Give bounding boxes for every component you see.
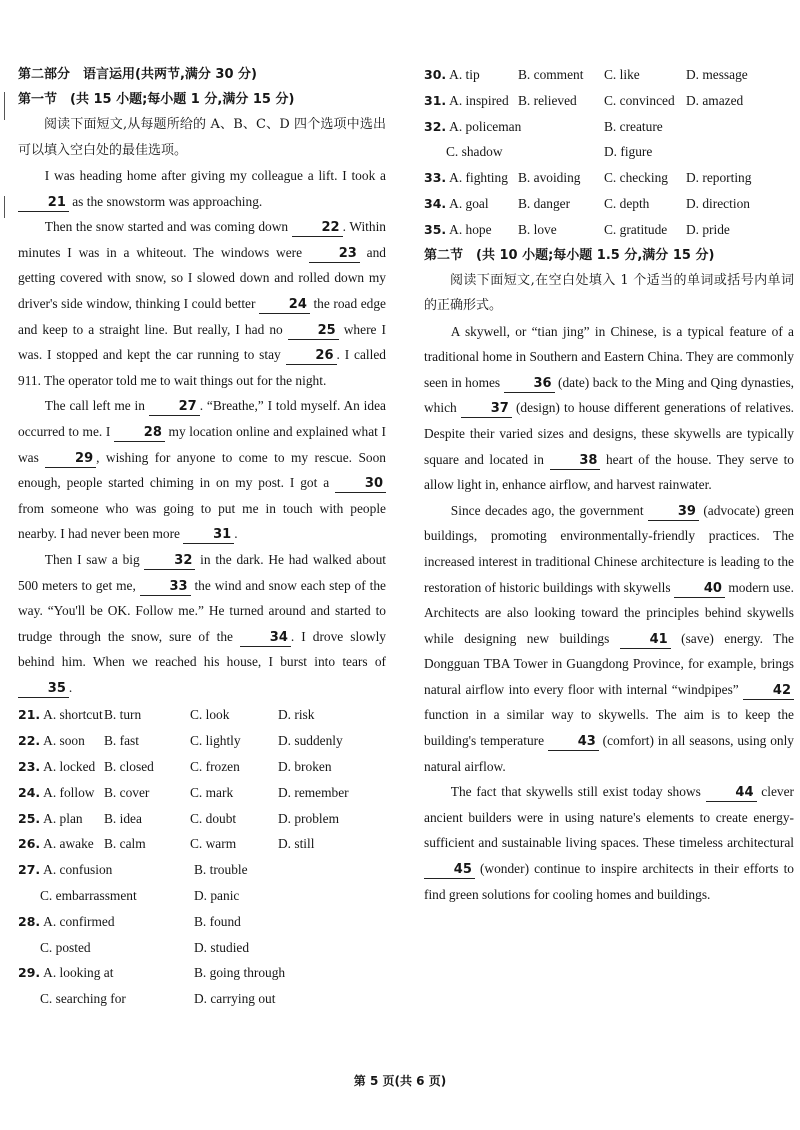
option-a[interactable]: A. soon — [43, 733, 85, 749]
question-number: 22. — [18, 733, 41, 749]
option-c[interactable]: C. convinced — [604, 92, 675, 108]
option-a[interactable]: A. confusion — [43, 862, 113, 878]
question-number: 30. — [424, 67, 447, 82]
blank-37[interactable]: 37 — [461, 401, 512, 418]
option-c[interactable]: C. checking — [604, 170, 668, 186]
text-segment: (design) to house different generations of relatives. Despite their varied sizes and designs, these skywells are typically square and located in — [424, 400, 794, 467]
option-c[interactable]: C. shadow — [446, 144, 503, 160]
option-a[interactable]: A. goal — [449, 195, 489, 211]
question-number: 33. — [424, 170, 447, 186]
option-b[interactable]: B. creature — [604, 118, 663, 134]
option-d[interactable]: D. message — [686, 67, 748, 82]
question-number: 28. — [18, 913, 41, 929]
option-c[interactable]: C. searching for — [40, 991, 126, 1007]
option-a[interactable]: A. tip — [449, 67, 480, 82]
text-segment: (advocate) green buildings, promoting environmentally-friendly practices. The increased interest in traditional Chinese architecture is leading to the restoration of historic buildings with skywells — [424, 502, 794, 595]
question-number: 27. — [18, 862, 41, 878]
text-segment: (wonder) continue to inspire architects in their efforts to find green solutions for cooling homes and buildings. — [424, 861, 794, 902]
option-d[interactable]: D. studied — [194, 939, 250, 955]
page-number: 第 5 页(共 6 页) — [353, 1074, 447, 1088]
text-segment: the wind and snow each step of the way. “You'll be OK. Follow me.” He turned around and started to trudge through the snow, sure of the — [18, 577, 387, 644]
option-c[interactable]: C. frozen — [190, 759, 240, 775]
question-number: 31. — [424, 92, 447, 108]
text-segment: . Within minutes I was in a whiteout. The windows were — [18, 219, 386, 260]
section2-title: 第二节 (共 10 小题;每小题 1.5 分,满分 15 分) — [424, 247, 715, 263]
option-row-22 — [18, 728, 386, 754]
option-row-23 — [18, 754, 386, 780]
question-number: 25. — [18, 810, 41, 826]
section1-title: 第一节 (共 15 小题;每小题 1 分,满分 15 分) — [18, 92, 295, 107]
option-a[interactable]: A. policeman — [449, 118, 522, 134]
text-segment: . “Breathe,” I told myself. An idea occurred to me. I — [18, 398, 386, 439]
option-d[interactable]: D. suddenly — [278, 733, 343, 749]
blank-31[interactable]: 31 — [183, 527, 234, 544]
option-d[interactable]: D. risk — [278, 707, 315, 723]
option-d[interactable]: D. remember — [278, 784, 349, 800]
text-segment: . I drove slowly behind him. When we reached his house, I burst into tears of — [18, 628, 386, 670]
option-b[interactable]: B. comment — [518, 67, 584, 82]
option-b[interactable]: B. fast — [104, 733, 139, 749]
option-a[interactable]: A. follow — [43, 784, 95, 800]
option-row-35 — [424, 217, 794, 243]
option-d[interactable]: D. amazed — [686, 92, 744, 108]
blank-39[interactable]: 39 — [648, 504, 699, 521]
cloze-paragraph-1 — [18, 163, 386, 214]
cloze-paragraph-3 — [18, 393, 386, 547]
blank-23[interactable]: 23 — [309, 246, 360, 263]
option-row-24 — [18, 780, 386, 806]
blank-32[interactable]: 32 — [144, 553, 195, 570]
blank-41[interactable]: 41 — [620, 632, 671, 649]
right-column — [424, 62, 794, 907]
grammar-paragraph-1 — [424, 319, 794, 498]
options-list-left-two-row — [18, 857, 386, 1012]
blank-30[interactable]: 30 — [335, 476, 386, 493]
blank-24[interactable]: 24 — [259, 297, 310, 314]
option-row-26 — [18, 831, 386, 857]
options-list-right — [424, 62, 794, 114]
text-segment: Since decades ago, the government — [450, 502, 649, 518]
section2-instructions: 阅读下面短文,在空白处填入 1 个适当的单词或括号内单词的正确形式。 — [424, 272, 794, 314]
question-number: 35. — [424, 221, 447, 237]
option-c[interactable]: C. posted — [40, 939, 91, 955]
blank-44[interactable]: 44 — [706, 785, 757, 802]
blank-42[interactable]: 42 — [743, 683, 794, 700]
option-b[interactable]: B. trouble — [194, 862, 248, 878]
text-segment: (save) energy. The Dongguan TBA Tower in Guangdong Province, for example, brings natural airflow into every floor with internal “windpipes” — [424, 630, 795, 697]
text-segment: modern use. Architects are also looking toward the principles behind skywells while designing new buildings — [424, 579, 794, 646]
option-a[interactable]: A. awake — [43, 836, 94, 852]
text-segment: The call left me in — [44, 398, 149, 414]
option-c[interactable]: C. like — [604, 67, 640, 82]
option-a[interactable]: A. hope — [449, 221, 492, 237]
option-b[interactable]: B. found — [194, 913, 241, 929]
option-c[interactable]: C. doubt — [190, 810, 237, 826]
blank-22[interactable]: 22 — [292, 220, 343, 237]
text-segment: . — [68, 679, 73, 695]
question-number: 29. — [18, 965, 41, 981]
left-column — [18, 62, 386, 1012]
question-number: 21. — [18, 707, 41, 723]
option-row-25 — [18, 806, 386, 832]
option-row-33 — [424, 165, 794, 191]
option-row-21 — [18, 702, 386, 728]
text-segment: (comfort) in all seasons, using only natural airflow. — [424, 733, 794, 774]
option-a[interactable]: A. locked — [43, 759, 96, 775]
option-d[interactable]: D. broken — [278, 759, 332, 775]
blank-40[interactable]: 40 — [674, 581, 725, 598]
option-d[interactable]: D. direction — [686, 195, 750, 211]
option-a[interactable]: A. fighting — [449, 170, 508, 186]
grammar-paragraph-3 — [424, 779, 794, 907]
option-a[interactable]: A. looking at — [43, 965, 114, 981]
cloze-paragraph-2 — [18, 214, 386, 393]
question-number: 24. — [18, 784, 41, 800]
option-c[interactable]: C. depth — [604, 195, 650, 211]
part-title: 第二部分 语言运用(共两节,满分 30 分) — [18, 67, 257, 82]
blank-21[interactable]: 21 — [18, 195, 69, 212]
option-b[interactable]: B. avoiding — [518, 170, 581, 186]
question-number: 34. — [424, 195, 447, 211]
text-segment: The fact that skywells still exist today shows — [450, 784, 706, 800]
text-segment: , wishing for anyone to come to my rescue. Soon enough, people started chiming in on my post. I got a — [18, 449, 386, 491]
text-segment: . — [234, 526, 238, 542]
option-b[interactable]: B. danger — [518, 195, 571, 211]
question-number: 23. — [18, 759, 41, 775]
text-segment: in the dark. He had walked about 500 meters to get me, — [18, 551, 387, 593]
text-segment: my location online and explained what I was — [18, 423, 386, 465]
cloze-paragraph-4 — [18, 547, 386, 701]
option-a[interactable]: A. shortcut — [43, 707, 103, 723]
grammar-paragraph-2 — [424, 498, 794, 780]
blank-38[interactable]: 38 — [550, 453, 601, 470]
option-d[interactable]: D. figure — [604, 144, 653, 160]
section1-instructions: 阅读下面短文,从每题所给的 A、B、C、D 四个选项中选出可以填入空白处的最佳选项。 — [18, 117, 386, 158]
blank-33[interactable]: 33 — [140, 579, 191, 596]
text-segment: A skywell, or “tian jing” in Chinese, is a typical feature of a traditional home in Southern and Eastern China. They are commonly seen in homes — [424, 323, 794, 390]
option-c[interactable]: C. gratitude — [604, 221, 668, 237]
text-segment: I was heading home after giving my colleague a lift. I took a — [44, 168, 386, 183]
option-group-29 — [18, 960, 386, 1012]
text-segment: Then I saw a big — [44, 551, 145, 567]
text-segment: . I called 911. The operator told me to wait things out for the night. — [18, 347, 387, 388]
option-d[interactable]: D. carrying out — [194, 991, 276, 1007]
blank-29[interactable]: 29 — [45, 451, 96, 468]
option-c[interactable]: C. warm — [190, 836, 237, 852]
blank-36[interactable]: 36 — [504, 376, 555, 393]
option-c[interactable]: C. lightly — [190, 733, 241, 749]
text-segment: the road edge and keep to a straight line. But really, I had no — [18, 295, 386, 337]
option-a[interactable]: A. confirmed — [43, 913, 115, 929]
option-b[interactable]: B. going through — [194, 965, 286, 981]
question-number: 32. — [424, 118, 447, 134]
text-segment: and getting covered with snow, so I slowed down and rolled down my driver's side window, thinking I could better — [18, 244, 386, 311]
option-b[interactable]: B. turn — [104, 707, 142, 723]
option-group-32 — [424, 114, 794, 166]
option-d[interactable]: D. problem — [278, 810, 339, 826]
option-row-34 — [424, 191, 794, 217]
text-segment: heart of the house. They serve to allow light in, enhance airflow, and harvest rainwater. — [424, 451, 795, 493]
blank-27[interactable]: 27 — [149, 399, 200, 416]
blank-25[interactable]: 25 — [288, 323, 339, 340]
option-a[interactable]: A. plan — [43, 810, 83, 826]
option-group-28 — [18, 909, 386, 961]
option-b[interactable]: B. closed — [104, 759, 154, 775]
option-b[interactable]: B. idea — [104, 810, 142, 826]
options-list-left — [18, 702, 386, 857]
text-segment: where I was. I stopped and kept the car running to stay — [18, 321, 386, 363]
blank-45[interactable]: 45 — [424, 862, 475, 879]
option-row-30 — [424, 62, 794, 88]
option-c[interactable]: C. embarrassment — [40, 888, 137, 904]
blank-34[interactable]: 34 — [240, 630, 291, 647]
option-b[interactable]: B. love — [518, 221, 557, 237]
text-segment: (date) back to the Ming and Qing dynasties, which — [424, 374, 795, 416]
option-d[interactable]: D. reporting — [686, 170, 752, 186]
text-segment: from someone who was going to put me in touch with people nearby. I had never been more — [18, 500, 386, 542]
option-b[interactable]: B. calm — [104, 836, 146, 852]
text-segment: clever ancient builders were in using nature's elements to create energy-sufficient and sustainable living spaces. These timeless architectural — [424, 784, 794, 851]
option-b[interactable]: B. cover — [104, 784, 150, 800]
blank-43[interactable]: 43 — [548, 734, 599, 751]
option-group-27 — [18, 857, 386, 909]
text-segment: function in a similar way to skywells. The aim is to keep the building's temperature — [424, 707, 794, 749]
option-c[interactable]: C. mark — [190, 784, 234, 800]
option-d[interactable]: D. still — [278, 836, 315, 852]
option-row-31 — [424, 88, 794, 114]
option-b[interactable]: B. relieved — [518, 92, 577, 108]
text-segment: as the snowstorm was approaching. — [68, 193, 263, 209]
text-segment: Then the snow started and was coming down — [44, 219, 292, 235]
option-c[interactable]: C. look — [190, 707, 230, 723]
blank-26[interactable]: 26 — [286, 348, 337, 365]
blank-28[interactable]: 28 — [114, 425, 165, 442]
option-d[interactable]: D. pride — [686, 221, 730, 237]
options-list-right-tail — [424, 165, 794, 242]
option-a[interactable]: A. inspired — [449, 92, 509, 108]
option-d[interactable]: D. panic — [194, 888, 240, 904]
question-number: 26. — [18, 836, 41, 852]
blank-35[interactable]: 35 — [18, 681, 69, 698]
